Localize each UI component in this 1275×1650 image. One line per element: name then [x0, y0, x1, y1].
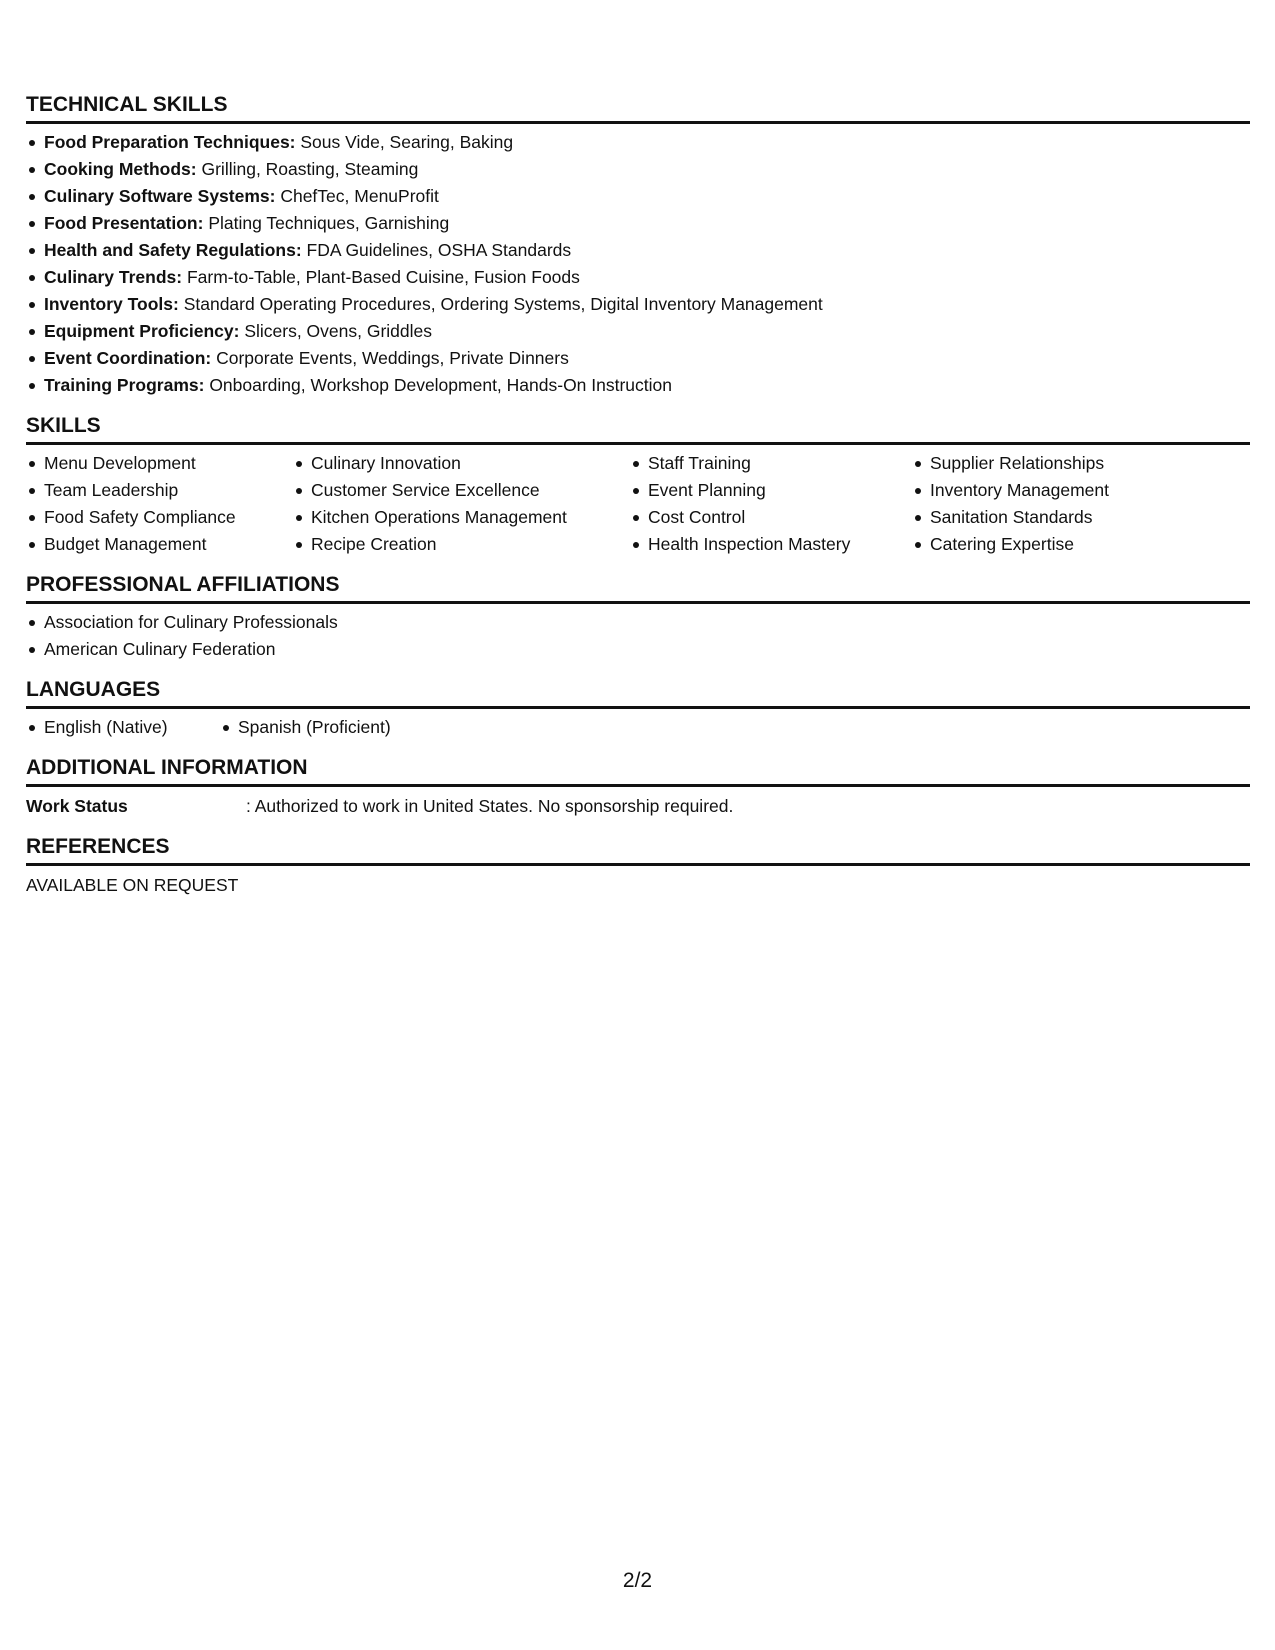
list-item: Food Safety Compliance [44, 504, 293, 531]
list-item: Cost Control [648, 504, 912, 531]
skills-section [26, 413, 1250, 558]
affiliations-list [26, 609, 1250, 663]
references-text: AVAILABLE ON REQUEST [26, 875, 239, 895]
list-item [44, 129, 1250, 156]
skill-category-value: ChefTec, MenuProfit [275, 186, 439, 206]
skill-category-value: FDA Guidelines, OSHA Standards [301, 240, 572, 260]
languages-section [26, 677, 1250, 741]
list-item: Kitchen Operations Management [311, 504, 630, 531]
affiliations-heading: PROFESSIONAL AFFILIATIONS [26, 572, 1250, 604]
references-section [26, 834, 1250, 899]
list-item: Recipe Creation [311, 531, 630, 558]
skill-category-label: Equipment Proficiency: [44, 321, 240, 341]
list-item: Inventory Management [930, 477, 1190, 504]
languages-row [26, 714, 1250, 741]
technical-skills-section [26, 92, 1250, 399]
skills-grid [26, 450, 1250, 558]
page-number: 2/2 [622, 1569, 653, 1592]
skill-category-label: Food Preparation Techniques: [44, 132, 296, 152]
additional-info-heading: ADDITIONAL INFORMATION [26, 755, 1250, 787]
skill-category-value: Sous Vide, Searing, Baking [295, 132, 514, 152]
skill-category-label: Event Coordination: [44, 348, 212, 368]
list-item: Supplier Relationships [930, 450, 1190, 477]
list-item [44, 291, 1250, 318]
list-item [44, 264, 1250, 291]
list-item [44, 156, 1250, 183]
list-item [44, 372, 1250, 399]
references-heading: REFERENCES [26, 834, 1250, 866]
skill-category-value: Farm-to-Table, Plant-Based Cuisine, Fusion Foods [182, 267, 580, 287]
list-item: Health Inspection Mastery [648, 531, 912, 558]
list-item [44, 318, 1250, 345]
skills-column [293, 450, 630, 558]
technical-skills-heading: TECHNICAL SKILLS [26, 92, 1250, 124]
affiliations-section [26, 572, 1250, 663]
list-item: Sanitation Standards [930, 504, 1190, 531]
list-item: Catering Expertise [930, 531, 1190, 558]
skill-category-value: Corporate Events, Weddings, Private Dinners [211, 348, 569, 368]
skill-category-value: Onboarding, Workshop Development, Hands-On Instruction [204, 375, 673, 395]
list-item: Team Leadership [44, 477, 293, 504]
skills-column [26, 450, 293, 558]
skill-category-label: Training Programs: [44, 375, 205, 395]
list-item: Event Planning [648, 477, 912, 504]
skill-category-value: Plating Techniques, Garnishing [203, 213, 450, 233]
skills-column [912, 450, 1190, 558]
list-item: Menu Development [44, 450, 293, 477]
skill-category-value: Slicers, Ovens, Griddles [239, 321, 433, 341]
list-item [44, 345, 1250, 372]
skill-category-label: Inventory Tools: [44, 294, 179, 314]
languages-column [220, 714, 391, 741]
skills-heading: SKILLS [26, 413, 1250, 445]
work-status-row [26, 793, 1250, 820]
skill-category-label: Culinary Software Systems: [44, 186, 276, 206]
list-item: Association for Culinary Professionals [44, 609, 1250, 636]
list-item: Staff Training [648, 450, 912, 477]
skill-category-label: Health and Safety Regulations: [44, 240, 302, 260]
skill-category-value: Standard Operating Procedures, Ordering Systems, Digital Inventory Management [178, 294, 823, 314]
languages-heading: LANGUAGES [26, 677, 1250, 709]
work-status-label: Work Status [26, 796, 128, 816]
resume-page [26, 92, 1250, 899]
technical-skills-list [26, 129, 1250, 399]
list-item: Customer Service Excellence [311, 477, 630, 504]
list-item [44, 210, 1250, 237]
work-status-value: : Authorized to work in United States. No sponsorship required. [246, 796, 734, 816]
list-item [44, 183, 1250, 210]
list-item: English (Native) [44, 714, 220, 741]
list-item: American Culinary Federation [44, 636, 1250, 663]
languages-column [26, 714, 220, 741]
list-item [44, 237, 1250, 264]
skill-category-label: Food Presentation: [44, 213, 204, 233]
skill-category-label: Culinary Trends: [44, 267, 183, 287]
skill-category-value: Grilling, Roasting, Steaming [196, 159, 419, 179]
list-item: Spanish (Proficient) [238, 714, 391, 741]
skills-column [630, 450, 912, 558]
additional-info-section [26, 755, 1250, 820]
list-item: Budget Management [44, 531, 293, 558]
skill-category-label: Cooking Methods: [44, 159, 197, 179]
list-item: Culinary Innovation [311, 450, 630, 477]
